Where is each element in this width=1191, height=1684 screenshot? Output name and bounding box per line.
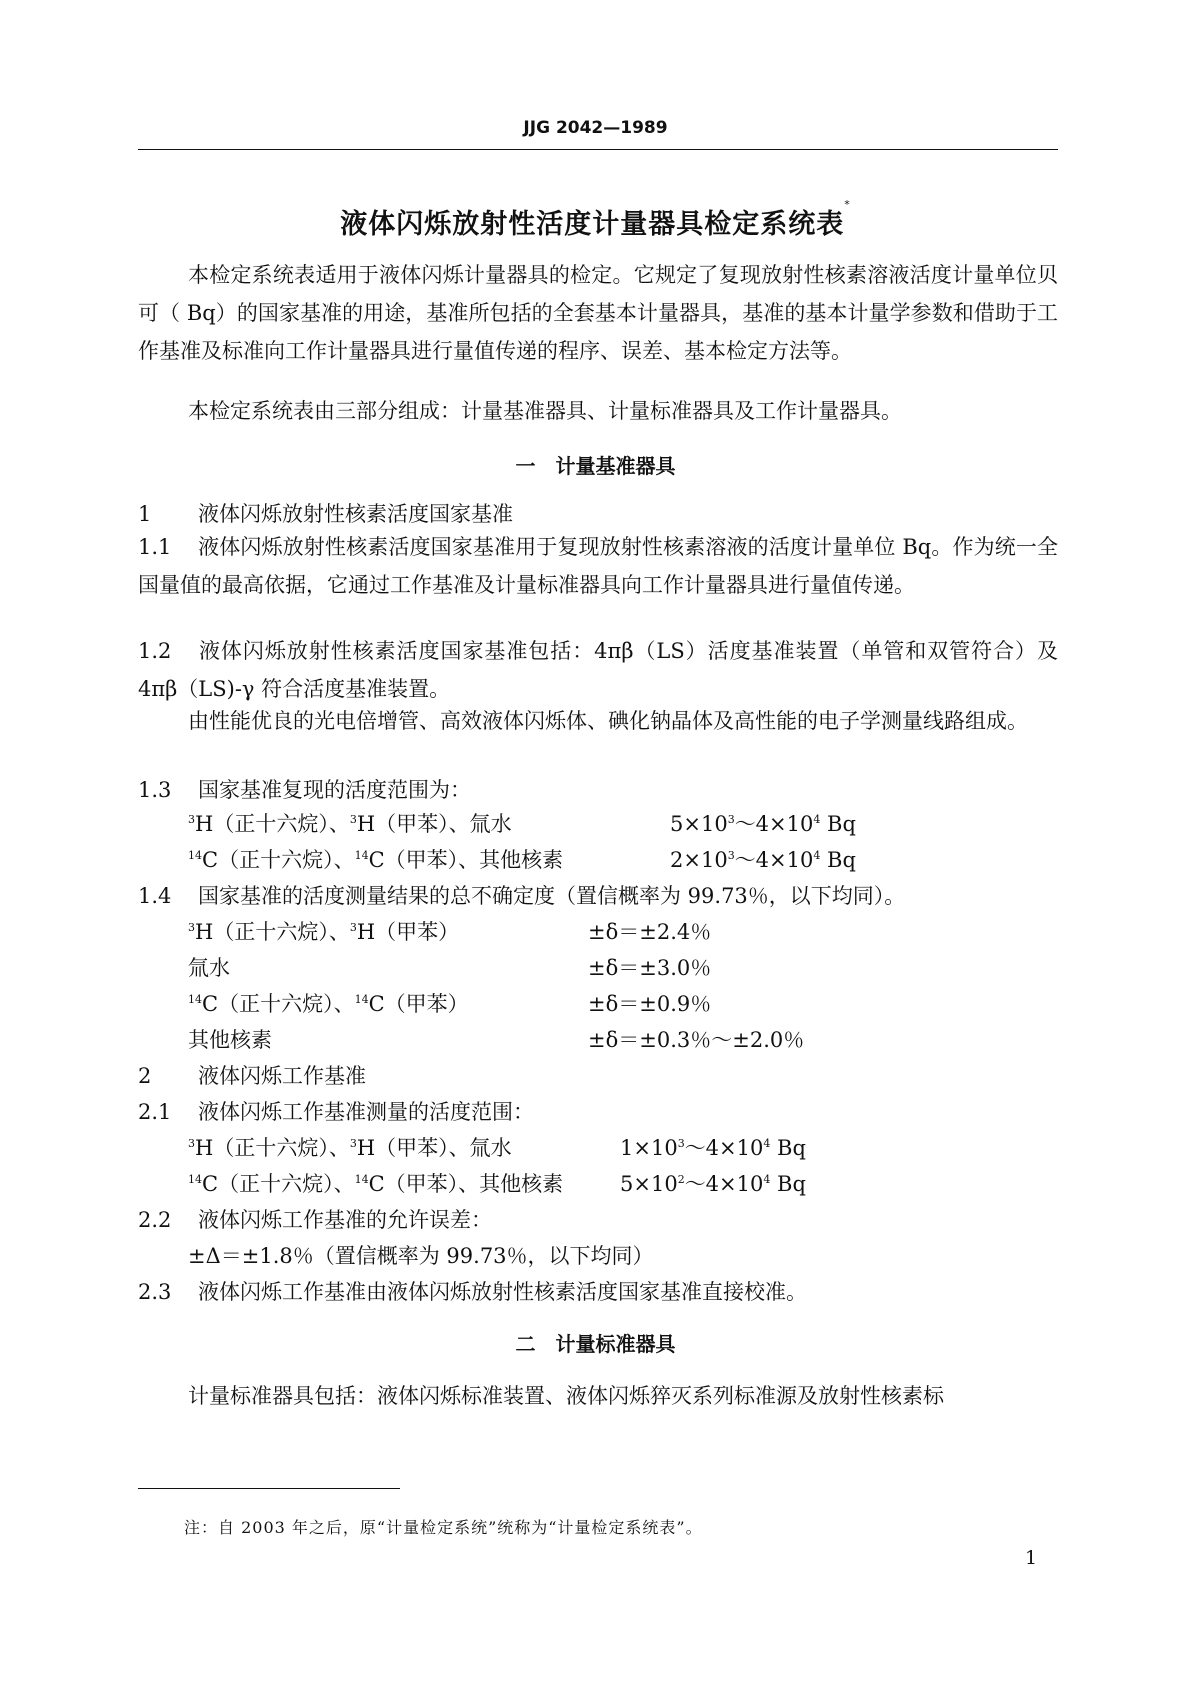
running-header: JJG 2042—1989 bbox=[523, 118, 668, 138]
page-number: 1 bbox=[1025, 1547, 1038, 1569]
clause-1-3 bbox=[138, 774, 471, 804]
clause-1-2 bbox=[138, 632, 1058, 708]
clause-text: 液体闪烁放射性核素活度国家基准 bbox=[198, 502, 513, 526]
title-text: 液体闪烁放射性活度计量器具检定系统表 bbox=[340, 209, 845, 240]
clause-number: 1.1 bbox=[138, 535, 172, 559]
range-row-h3: $^3$H（正十六烷）、$^3$H（甲苯）、氚水 bbox=[188, 812, 512, 836]
clause-text: 国家基准复现的活度范围为： bbox=[198, 778, 471, 802]
clause-number: 1.4 bbox=[138, 884, 172, 908]
clause-number: 2.1 bbox=[138, 1100, 172, 1124]
uncert-value-other: ±δ＝±0.3％～±2.0％ bbox=[588, 1028, 805, 1052]
clause-text: 液体闪烁放射性核素活度国家基准用于复现放射性核素溶液的活度计量单位 Bq。作为统一全国量值的最高依据，它通过工作基准及计量标准器具向工作计量器具进行量值传递。 bbox=[138, 535, 1058, 597]
clause-text: 液体闪烁工作基准由液体闪烁放射性核素活度国家基准直接校准。 bbox=[198, 1280, 807, 1304]
work-range-row-h3: $^3$H（正十六烷）、$^3$H（甲苯）、氚水 bbox=[188, 1136, 512, 1160]
header-rule bbox=[138, 149, 1058, 150]
clause-number: 2.3 bbox=[138, 1280, 172, 1304]
section-2-paragraph: 计量标准器具包括：液体闪烁标准装置、液体闪烁猝灭系列标准源及放射性核素标 bbox=[188, 1384, 944, 1408]
title-footnote-mark: * bbox=[844, 198, 851, 211]
range-value-c14: $2\times 10^3\sim 4\times 10^4$ Bq bbox=[670, 848, 856, 872]
clause-number: 2 bbox=[138, 1064, 152, 1088]
uncert-value-h3: ±δ＝±2.4％ bbox=[588, 920, 712, 944]
clause-2-2-value: ±Δ＝±1.8％（置信概率为 99.73％，以下均同） bbox=[188, 1244, 654, 1268]
section-heading-1: 一 计量基准器具 bbox=[515, 454, 676, 478]
work-range-value-h3: $1\times 10^3\sim 4\times 10^4$ Bq bbox=[620, 1136, 806, 1160]
clause-1-4 bbox=[138, 880, 905, 910]
section-heading-2: 二 计量标准器具 bbox=[515, 1332, 676, 1356]
clause-text: 液体闪烁放射性核素活度国家基准包括：4πβ（LS）活度基准装置（单管和双管符合）及 4πβ（LS)-γ 符合活度基准装置。 bbox=[138, 639, 1058, 701]
clause-text: 液体闪烁工作基准的允许误差： bbox=[198, 1208, 492, 1232]
clause-2-2 bbox=[138, 1204, 492, 1234]
clause-text: 液体闪烁工作基准测量的活度范围： bbox=[198, 1100, 534, 1124]
work-range-row-c14: $^{14}$C（正十六烷）、$^{14}$C（甲苯）、其他核素 bbox=[188, 1172, 564, 1196]
clause-text: 国家基准的活度测量结果的总不确定度（置信概率为 99.73％，以下均同）。 bbox=[198, 884, 906, 908]
clause-1-1 bbox=[138, 528, 1058, 604]
uncert-label-h3: $^3$H（正十六烷）、$^3$H（甲苯） bbox=[188, 920, 460, 944]
clause-number: 1.3 bbox=[138, 778, 172, 802]
uncert-label-other: 其他核素 bbox=[188, 1028, 272, 1052]
footnote: 注：自 2003 年之后，原“计量检定系统”统称为“计量检定系统表”。 bbox=[184, 1518, 703, 1537]
clause-2 bbox=[138, 1060, 366, 1090]
intro-paragraph-1: 本检定系统表适用于液体闪烁计量器具的检定。它规定了复现放射性核素溶液活度计量单位贝可（ Bq）的国家基准的用途，基准所包括的全套基本计量器具，基准的基本计量学参数和借助于工作基准及标准向工作计量器具进行量值传递的程序、误差、基本检定方法等。 bbox=[138, 263, 1058, 363]
clause-1-2-detail: 由性能优良的光电倍增管、高效液体闪烁体、碘化钠晶体及高性能的电子学测量线路组成。 bbox=[188, 709, 1028, 733]
uncert-label-c14: $^{14}$C（正十六烷）、$^{14}$C（甲苯） bbox=[188, 992, 469, 1016]
clause-number: 2.2 bbox=[138, 1208, 172, 1232]
clause-number: 1 bbox=[138, 502, 152, 526]
clause-text: 液体闪烁工作基准 bbox=[198, 1064, 366, 1088]
intro-paragraph-2: 本检定系统表由三部分组成：计量基准器具、计量标准器具及工作计量器具。 bbox=[188, 399, 902, 423]
uncert-label-tritiated-water: 氚水 bbox=[188, 956, 230, 980]
range-value-h3: $5\times 10^3\sim 4\times 10^4$ Bq bbox=[670, 812, 856, 836]
clause-number: 1.2 bbox=[138, 639, 172, 663]
range-row-c14: $^{14}$C（正十六烷）、$^{14}$C（甲苯）、其他核素 bbox=[188, 848, 564, 872]
footnote-rule bbox=[138, 1488, 400, 1489]
clause-1 bbox=[138, 498, 513, 528]
uncert-value-c14: ±δ＝±0.9％ bbox=[588, 992, 712, 1016]
work-range-value-c14: $5\times 10^2\sim 4\times 10^4$ Bq bbox=[620, 1172, 806, 1196]
document-title bbox=[0, 198, 1191, 241]
clause-2-3 bbox=[138, 1276, 807, 1306]
clause-2-1 bbox=[138, 1096, 534, 1126]
uncert-value-tritiated-water: ±δ＝±3.0％ bbox=[588, 956, 712, 980]
